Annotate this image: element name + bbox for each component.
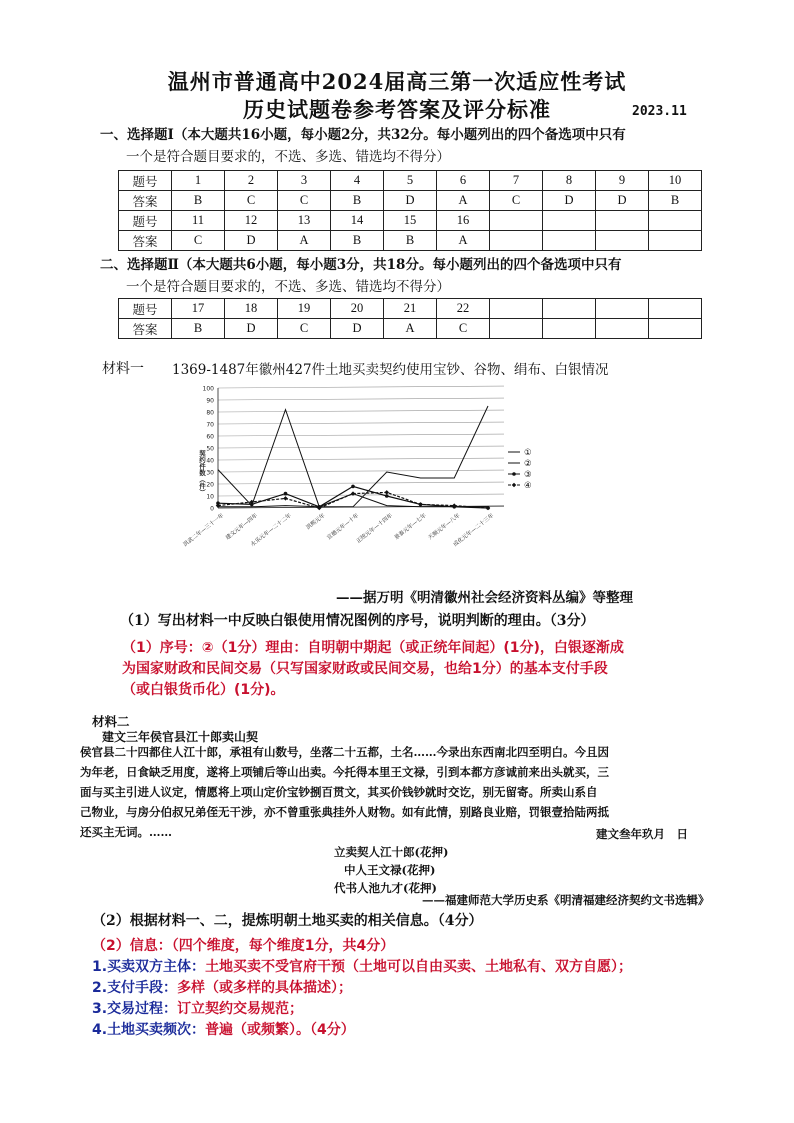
q2-item-4: 4.土地买卖频次：普遍（或频繁）。（4分）	[92, 1022, 355, 1038]
section2-answer-table	[118, 298, 702, 339]
table-row: 题号 11 12 13 14 15 16	[119, 211, 702, 231]
q2-item-1: 1.买卖双方主体：土地买卖不受官府干预（土地可以自由买卖、土地私有、双方自愿）；	[92, 959, 633, 975]
data-point	[385, 494, 389, 498]
data-point	[284, 492, 288, 496]
table-row: 答案 C D A B B A	[119, 231, 702, 251]
material2-label: 材料二	[92, 714, 130, 729]
y-tick-label: 40	[206, 457, 214, 465]
y-tick-label: 90	[206, 397, 214, 405]
y-tick-label: 30	[206, 469, 214, 477]
exam-date: 2023.11	[632, 104, 687, 119]
row-label: 题号	[119, 211, 172, 231]
y-tick-label: 80	[206, 409, 214, 417]
x-tick-label: 洪熙元年	[305, 512, 327, 532]
legend-label: ①	[524, 448, 532, 458]
gridline	[218, 458, 504, 460]
y-tick-label: 0	[210, 505, 214, 513]
q2-item-3: 3.交易过程：订立契约交易规范；	[92, 1001, 304, 1017]
gridline	[218, 494, 504, 496]
q1-question: （1）写出材料一中反映白银使用情况图例的序号，说明判断的理由。（3分）	[120, 613, 595, 629]
legend-label: ④	[524, 481, 532, 491]
contract-date: 建文叁年玖月 日	[596, 827, 688, 841]
exam-title: 温州市普通高中2024届高三第一次适应性考试	[167, 69, 627, 94]
row-label: 答案	[119, 191, 172, 211]
table-row: 答案 B D C D A C	[119, 319, 702, 339]
row-label: 题号	[119, 299, 172, 319]
material2-source: ——福建师范大学历史系《明清福建经济契约文书选辑》	[422, 893, 710, 907]
contract-middleman: 中人王文禄(花押)	[344, 863, 436, 877]
data-point	[351, 485, 355, 489]
x-tick-label: 成化元年—二十三年	[452, 512, 496, 549]
gridline	[218, 398, 504, 400]
row-label: 题号	[119, 171, 172, 191]
legend-marker	[512, 472, 516, 476]
x-tick-label: 永乐元年—二十二年	[250, 512, 293, 549]
x-tick-label: 天顺元年—八年	[427, 512, 462, 542]
y-tick-label: 70	[206, 421, 214, 429]
y-axis-label: 契约件数（件）	[198, 450, 206, 496]
gridline	[218, 422, 504, 424]
material1-caption: 1369-1487年徽州427件土地买卖契约使用宝钞、谷物、绢布、白银情况	[172, 362, 609, 378]
row-label: 答案	[119, 231, 172, 251]
gridline	[218, 470, 504, 472]
land-contract-chart	[182, 380, 550, 590]
x-tick-label: 宣德元年—十年	[326, 512, 361, 542]
table-row: 题号 17 18 19 20 21 22	[119, 299, 702, 319]
y-tick-label: 20	[206, 481, 214, 489]
x-tick-label: 洪武二年—三十一年	[182, 512, 226, 549]
answer-key-title: 历史试题卷参考答案及评分标准	[243, 97, 551, 122]
gridline	[218, 386, 504, 388]
y-tick-label: 60	[206, 433, 214, 441]
section2-heading-cont: 一个是符合题目要求的，不选、多选、错选均不得分）	[126, 279, 450, 295]
y-tick-label: 50	[206, 445, 214, 453]
gridline	[218, 434, 504, 436]
contract-body: 侯官县二十四都住人江十郎，承祖有山数号，坐落二十五都，土名……今录出东西南北四至明白。今且因 为年老，日食缺乏用度，遂将上项铺后等山出卖。今托得本里王文禄，引到本都方彦诚前来出头就买，三 面与买主引进人议定，情愿将上项山定价宝钞捌百贯文，其买价钱钞就时交讫，别无留寄。所卖山系自 己物业，与房分伯叔兄弟侄无干涉，亦不曾重张典挂外人财物。如有此情，别路良业赔，罚银壹拾陆两抵 还买主无词。……	[80, 745, 609, 839]
contract-scribe: 代书人池九才(花押)	[334, 881, 437, 895]
data-point	[283, 496, 288, 501]
table-row: 答案 B C C B D A C D D B	[119, 191, 702, 211]
section1-heading-cont: 一个是符合题目要求的，不选、多选、错选均不得分）	[126, 149, 450, 165]
legend-marker	[512, 483, 517, 488]
y-tick-label: 100	[202, 385, 214, 393]
q2-answer: （2）信息：（四个维度，每个维度1分，共4分） 1.买卖双方主体：土地买卖不受官府干预（土地可以自由买卖、土地私有、双方自愿）； 2.支付手段：多样（或多样的具体描述）； 3.交易过程：订立契约交易规范； 4.土地买卖频次：普遍（或频繁）。（4分）	[92, 936, 792, 1041]
data-point	[418, 502, 423, 507]
material2-title: 建文三年侯官县江十郎卖山契	[102, 730, 259, 744]
x-tick-label: 建文元年—四年	[224, 512, 259, 542]
legend-label: ③	[524, 470, 532, 480]
table-row: 题号 1 2 3 4 5 6 7 8 9 10	[119, 171, 702, 191]
q1-answer: （1）序号：②（1分）理由：自明朝中期起（或正统年间起）(1分)，白银逐渐成 为国家财政和民间交易（只写国家财政或民间交易，也给1分）的基本支付手段 （或白银货币化）(1分)。	[122, 640, 624, 698]
section2-heading: 二、选择题Ⅱ（本大题共6小题，每小题3分，共18分。每小题列出的四个备选项中只有	[100, 257, 622, 273]
gridline	[218, 482, 504, 484]
legend-label: ②	[524, 459, 532, 469]
data-point	[384, 490, 389, 495]
section1-heading: 一、选择题Ⅰ（本大题共16小题，每小题2分，共32分。每小题列出的四个备选项中只有	[100, 127, 626, 143]
material1-source: ——据万明《明清徽州社会经济资料丛编》等整理	[336, 590, 633, 606]
gridline	[218, 446, 504, 448]
section1-answer-table	[118, 170, 702, 251]
x-tick-label: 景泰元年—七年	[393, 512, 428, 542]
gridline	[218, 410, 504, 412]
q2-item-2: 2.支付手段：多样（或多样的具体描述）；	[92, 980, 353, 996]
x-tick-label: 正统元年—十四年	[355, 512, 394, 545]
y-tick-label: 10	[206, 493, 214, 501]
material1-label: 材料一	[102, 361, 144, 377]
contract-seller: 立卖契人江十郎(花押)	[334, 845, 449, 859]
q2-question: （2）根据材料一、二，提炼明朝土地买卖的相关信息。（4分）	[92, 913, 483, 929]
row-label: 答案	[119, 319, 172, 339]
